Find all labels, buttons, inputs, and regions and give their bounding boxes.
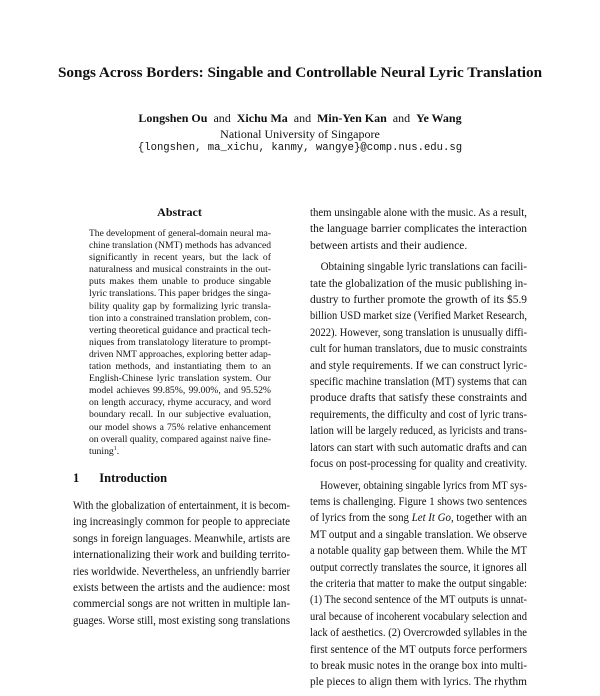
text-line (89, 446, 271, 458)
text-line: The development of general-domain neural ma- (89, 228, 271, 239)
section-number: 1 (73, 471, 80, 485)
text-line: requirements, the difficulty and cost of lyric trans- (310, 408, 527, 421)
text-line: exists between the artists and the audience: most (73, 582, 290, 595)
section-heading-introduction (73, 471, 187, 486)
right-column-body (310, 205, 527, 696)
author: Ye Wang (416, 111, 462, 125)
text-line: bility quality gap by formalizing lyric transla- (89, 300, 271, 312)
text-line: output correctly translates the source, it ignores all (310, 561, 527, 574)
text-line: our model shows a 75% relative enhancement (89, 421, 271, 433)
text-line: to break music notes in the orange box into multi- (310, 659, 527, 672)
left-column-body (73, 498, 290, 629)
paper-title: Songs Across Borders: Singable and Controllable Neural Lyric Translation (57, 64, 543, 81)
author: Min-Yen Kan (317, 111, 387, 125)
text-line: tems is challenging. Figure 1 shows two sentences (310, 495, 527, 508)
text-line: (1) The second sentence of the MT outputs is unnat- (310, 594, 527, 607)
text-line: However, obtaining singable lyrics from MT sys- (320, 479, 527, 492)
text-line: guages. Worse still, most existing song translations (73, 614, 290, 627)
text-line: specific machine translation (MT) systems that can (310, 376, 527, 389)
author-emails: {longshen, ma_xichu, kanmy, wangye}@comp.nus.edu.sg (137, 142, 463, 154)
text-line: focus on post-processing for quality and creativity. (310, 458, 527, 471)
text-line: billion USD market size (Verified Market Research, (310, 310, 527, 323)
text-line: verting theoretical guidance and practical tech- (89, 324, 271, 336)
text-line: lyric translations. This paper bridges the singa- (89, 288, 271, 300)
text-line: ries worldwide. Nevertheless, an unfriendly barrier (73, 565, 290, 578)
text-line: lators can start with such automatic drafts and can (310, 441, 527, 454)
text-line: model achieves 99.85%, 99.00%, and 95.52% (89, 385, 271, 397)
text-line: lack of aesthetics. (2) Overcrowded syllables in the (310, 627, 527, 640)
text-fragment: tuning (89, 445, 114, 457)
text-line: driven NMT approaches, exploring better adap- (89, 348, 271, 360)
text-line: naturalness and musical constraints in the out- (89, 264, 271, 276)
abstract-heading: Abstract (157, 205, 202, 219)
text-line: cult for human translators, due to music constraints (310, 343, 527, 356)
text-line: niques from translatology literature to prompt- (89, 336, 271, 348)
text-line: them unsingable alone with the music. As a result, (310, 207, 527, 219)
text-line: lation will be largely reduced, as lyricists and trans- (310, 425, 527, 438)
paragraph (310, 205, 527, 254)
and-text: and (392, 111, 411, 125)
text-line: With the globalization of entertainment, it is becom- (73, 500, 290, 512)
text-line: significantly in recent years, but the lack of (89, 252, 271, 264)
text-line: on length accuracy, rhyme accuracy, and word (89, 397, 271, 409)
text-line: dustry to further promote the growth of its $5.9 (310, 294, 527, 307)
abstract-body (89, 228, 271, 458)
text-line: puts makes them unable to produce singable (89, 276, 271, 288)
footnote-mark[interactable]: 1 (113, 445, 117, 452)
text-line: Obtaining singable lyric translations can facili- (320, 261, 527, 274)
text-line: MT output and a singable translation. We observe (310, 528, 527, 541)
affiliation: National University of Singapore (220, 127, 380, 141)
text-line: produce drafts that satisfy these constraints and (310, 392, 527, 405)
text-line: the criteria that matter to make the output singable: (310, 577, 527, 590)
author: Xichu Ma (236, 111, 288, 125)
text-line: 2022). However, song translation is unusually diffi- (310, 326, 527, 339)
text-line: chine translation (NMT) methods has advanced (89, 240, 271, 252)
text-line: tate the globalization of the music publishing in- (310, 277, 527, 290)
and-text: and (213, 111, 231, 125)
text-line: songs in foreign languages. Meanwhile, artists are (73, 532, 290, 545)
section-title: Introduction (99, 471, 168, 485)
text-line: tation methods, and instantiating them to an (89, 361, 271, 373)
text-line: ural because of incoherent vocabulary selection and (310, 610, 527, 623)
text-line: commercial songs are not written in multiple lan- (73, 598, 290, 611)
paragraph (310, 259, 527, 472)
text-line: and style requirements. If we can construct lyric- (310, 359, 527, 372)
text-line: on overall quality, compared against naive fine- (89, 433, 271, 445)
author-list (0, 111, 600, 126)
text-line: the language barrier complicates the interaction (310, 223, 527, 236)
text-line: boundary recall. In our subjective evaluation, (89, 409, 271, 421)
text-line: English-Chinese lyric translation system. Our (89, 373, 271, 385)
text-line: ing increasingly common for people to appreciate (73, 516, 290, 529)
author: Longshen Ou (138, 111, 208, 125)
text-line: between artists and their audience. (310, 239, 468, 252)
text-fragment: . (116, 445, 120, 457)
text-line: ple pieces to align them with lyrics. The rhythm (310, 676, 527, 689)
text-line: tion into a constrained translation problem, con- (89, 312, 271, 324)
text-line: a notable quality gap between them. While the MT (310, 545, 527, 558)
text-line: first sentence of the MT outputs force performers (310, 643, 527, 656)
paragraph (310, 478, 527, 691)
and-text: and (293, 111, 312, 125)
text-line: internationalizing their work and building territo- (73, 549, 290, 562)
text-line: of lyrics from the song Let It Go, together with an (310, 512, 527, 525)
